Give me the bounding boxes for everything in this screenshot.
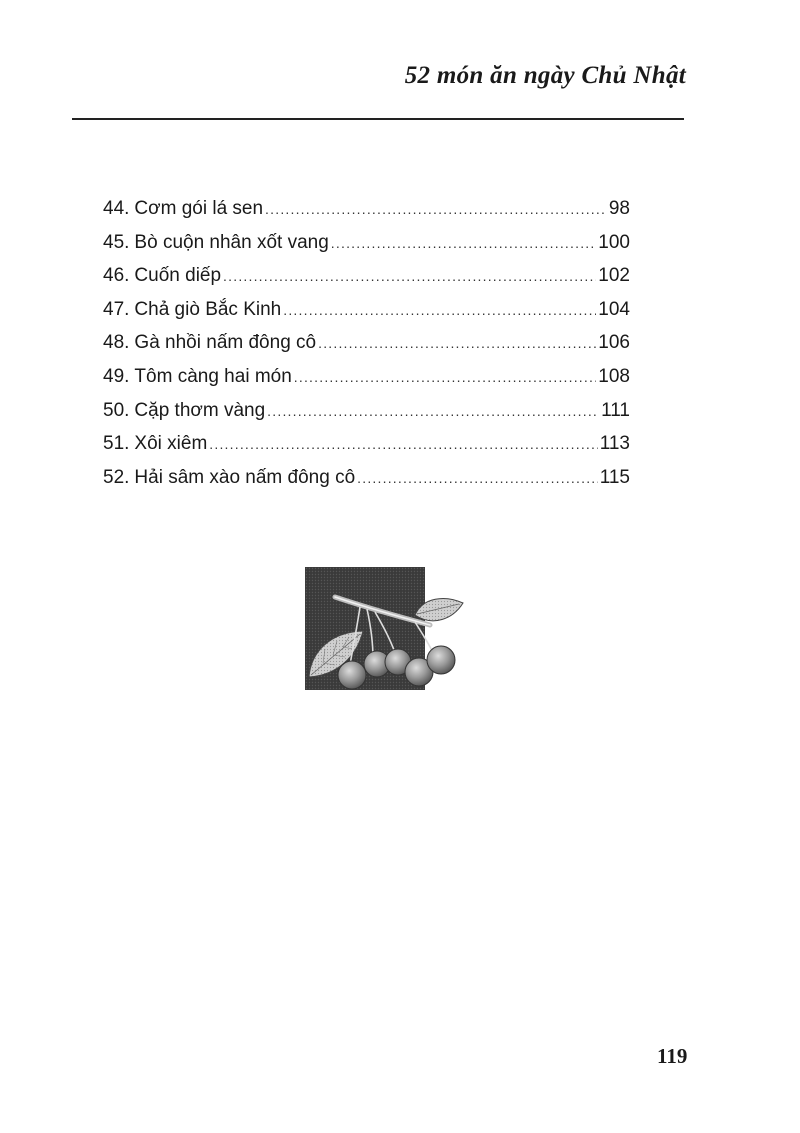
toc-entry-page: 104	[598, 298, 630, 320]
toc-entry-number: 48.	[103, 332, 130, 354]
toc-entry	[103, 332, 630, 366]
toc-entry-number: 46.	[103, 265, 130, 287]
toc-entry-number: 49.	[103, 365, 130, 387]
toc-entry-title: Hải sâm xào nấm đông cô	[134, 466, 356, 488]
cherry-branch-icon	[305, 567, 465, 692]
toc-entry	[103, 400, 630, 434]
toc-dot-leader	[318, 335, 596, 351]
toc-entry	[103, 467, 630, 501]
toc-entry-title: Xôi xiêm	[134, 433, 208, 455]
toc-entry-page: 98	[608, 198, 630, 219]
toc-entry-page: 108	[598, 365, 630, 387]
toc-dot-leader	[331, 235, 597, 251]
toc-entry	[103, 265, 630, 299]
toc-entry	[103, 198, 630, 232]
toc-entry-title: Cuốn diếp	[134, 265, 222, 287]
running-header-title: 52 món ăn ngày Chủ Nhật	[404, 62, 686, 89]
toc-dot-leader	[357, 470, 598, 486]
toc-entry-title: Gà nhồi nấm đông cô	[134, 332, 317, 354]
table-of-contents	[103, 198, 630, 500]
toc-dot-leader	[209, 436, 597, 452]
toc-entry-page: 100	[598, 231, 630, 253]
toc-entry-title: Chả giò Bắc Kinh	[134, 298, 282, 320]
toc-entry-number: 51.	[103, 433, 130, 455]
toc-dot-leader	[294, 369, 597, 385]
toc-entry	[103, 299, 630, 333]
toc-entry-page: 102	[598, 265, 630, 287]
toc-entry	[103, 433, 630, 467]
toc-entry-title: Tôm càng hai món	[134, 365, 292, 387]
toc-entry-page: 106	[598, 332, 630, 354]
toc-entry	[103, 366, 630, 400]
toc-entry-page: 113	[599, 433, 630, 455]
toc-entry-page: 111	[601, 399, 630, 421]
toc-entry-number: 52.	[103, 466, 130, 488]
toc-entry-title: Bò cuộn nhân xốt vang	[134, 231, 329, 253]
toc-entry-title: Cặp thơm vàng	[134, 399, 266, 421]
toc-dot-leader	[283, 302, 596, 318]
page-number: 119	[657, 1044, 688, 1068]
toc-dot-leader	[223, 268, 596, 284]
toc-entry	[103, 232, 630, 266]
toc-dot-leader	[267, 403, 599, 419]
toc-entry-page: 115	[599, 466, 630, 488]
toc-entry-title: Cơm gói lá sen	[134, 198, 264, 219]
toc-entry-number: 50.	[103, 399, 130, 421]
toc-entry-number: 47.	[103, 298, 130, 320]
toc-entry-number: 45.	[103, 231, 130, 253]
toc-dot-leader	[265, 201, 607, 217]
toc-entry-number: 44.	[103, 198, 130, 219]
header-rule	[72, 118, 684, 120]
